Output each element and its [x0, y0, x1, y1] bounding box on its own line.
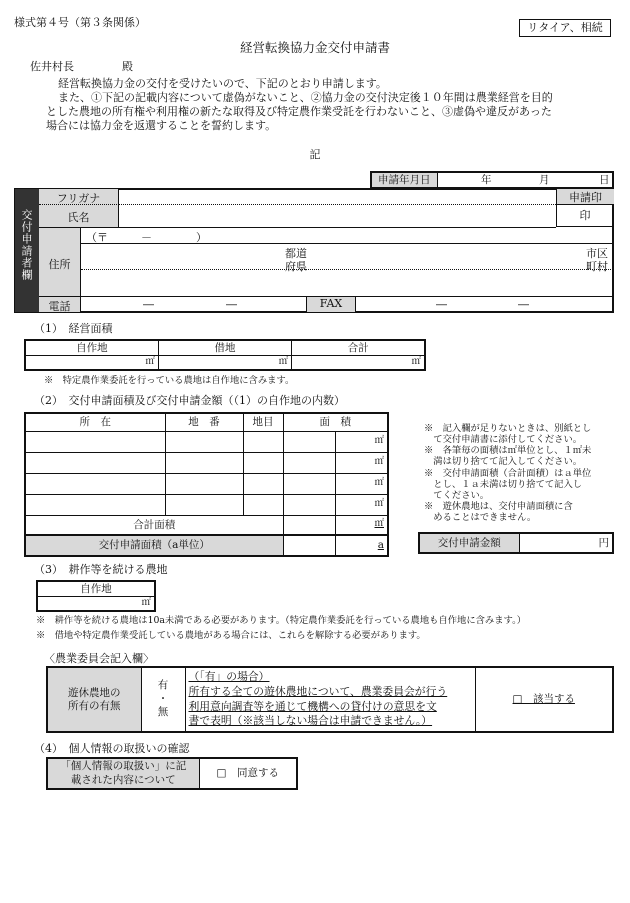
area-cell[interactable] — [283, 494, 336, 515]
management-area-table — [24, 339, 426, 371]
table-row — [25, 452, 388, 473]
lot-cell[interactable] — [165, 452, 243, 473]
table-row — [25, 494, 388, 515]
leased-header: 借地 — [158, 340, 291, 355]
name-label: 氏名 — [67, 211, 90, 224]
col-lot: 地 番 — [165, 413, 243, 431]
month-label: 月 — [539, 174, 550, 186]
phone-dash-1: ― — [143, 298, 154, 311]
furigana-input[interactable] — [119, 189, 556, 205]
intro-line-3: とした農地の所有権や利用権の新たな取得及び特定農作業受託を行わないこと、③虚偽や違反があった — [46, 105, 552, 118]
lot-cell[interactable] — [165, 431, 243, 452]
area-unit: ㎡ — [336, 473, 389, 494]
location-cell[interactable] — [25, 431, 165, 452]
total-area-unit: ㎡ — [336, 515, 389, 535]
lot-cell[interactable] — [165, 494, 243, 515]
date-label: 申請年月日 — [371, 172, 437, 188]
location-cell[interactable] — [25, 452, 165, 473]
sec2-note-line: ※ 遊休農地は、交付申請面積に含 — [424, 501, 573, 513]
address-row-1[interactable] — [81, 244, 613, 270]
yes-no-cell[interactable] — [141, 667, 185, 732]
category-cell[interactable] — [243, 494, 283, 515]
lot-cell[interactable] — [165, 473, 243, 494]
continue-owned-header: 自作地 — [37, 581, 155, 596]
address-row-2[interactable] — [81, 270, 613, 297]
intro-line-2: また、①下記の記載内容について虚偽がないこと、②協力金の交付決定後１０年間は農業経営を目的 — [58, 91, 553, 104]
form-tag: リタイア、相続 — [519, 19, 611, 37]
city-bottom: 町村 — [586, 260, 608, 273]
apply-area-label: 交付申請面積（a単位） — [25, 535, 283, 556]
addressee: 佐井村長 — [30, 60, 74, 73]
intro-line-1: 経営転換協力金の交付を受けたいので、下記のとおり申請します。 — [58, 77, 387, 90]
col-area: 面 積 — [283, 413, 388, 431]
area-cell[interactable] — [283, 452, 336, 473]
year-label: 年 — [481, 174, 492, 186]
postal-code: （〒 － ） — [86, 231, 207, 244]
total-area-label: 合計面積 — [25, 515, 283, 535]
owned-header: 自作地 — [25, 340, 158, 355]
city-top: 市区 — [586, 247, 608, 260]
yes-option: 有 — [157, 679, 169, 692]
day-label: 日 — [599, 174, 610, 186]
leased-area-input[interactable]: ㎡ — [158, 355, 291, 370]
application-date — [370, 171, 614, 188]
location-cell[interactable] — [25, 473, 165, 494]
total-area-input[interactable]: ㎡ — [292, 355, 425, 370]
intro-line-4: 場合には協力金を返還することを誓約します。 — [46, 119, 277, 132]
area-unit: ㎡ — [336, 431, 389, 452]
furigana-label: フリガナ — [56, 192, 101, 205]
no-option: 無 — [157, 706, 169, 719]
sec2-note-line: ※ 記入欄が足りないときは、別紙とし — [424, 423, 592, 434]
col-location: 所 在 — [25, 413, 165, 431]
idle-land-label — [47, 667, 141, 732]
total-header: 合計 — [292, 340, 425, 355]
apply-area-input[interactable] — [283, 535, 336, 556]
condition-line-4: 書で表明（※該当しない場合は申請できません。） — [188, 714, 433, 728]
condition-line-2: 所有する全ての遊休農地について、農業委員会が行う — [188, 684, 448, 698]
agree-checkbox[interactable]: □ 同意する — [199, 758, 297, 789]
grant-amount-input[interactable]: 円 — [519, 533, 613, 553]
sec3-note-1: ※ 耕作等を続ける農地は10a未満である必要があります。（特定農作業委託を行っている農地も自作地に含みます。） — [36, 615, 527, 626]
date-field[interactable] — [437, 172, 613, 188]
address-label: 住所 — [48, 258, 71, 271]
category-cell[interactable] — [243, 431, 283, 452]
table-row — [25, 473, 388, 494]
location-cell[interactable] — [25, 494, 165, 515]
fax-dash-1: ― — [436, 298, 447, 311]
applicable-checkbox[interactable]: □ 該当する — [475, 667, 613, 732]
sec2-heading: （2） 交付申請面積及び交付申請金額（（1）の自作地の内数） — [34, 394, 345, 407]
phone-dash-2: ― — [226, 298, 237, 311]
sec4-heading: （4） 個人情報の取扱いの確認 — [34, 742, 190, 755]
fax-input[interactable] — [355, 297, 613, 312]
separator-dot: ・ — [157, 692, 169, 705]
fax-dash-2: ― — [518, 298, 529, 311]
fax-label: FAX — [306, 297, 356, 312]
continue-owned-input[interactable]: ㎡ — [37, 596, 155, 611]
sec1-heading: （1） 経営面積 — [34, 322, 113, 335]
grant-amount — [418, 532, 614, 554]
sec2-note-line: てください。 — [424, 489, 490, 501]
privacy-table — [46, 757, 298, 790]
sec2-note-line: とし、１ａ未満は切り捨てて記入し — [424, 478, 583, 490]
idle-land-label-1: 遊休農地の — [68, 687, 121, 700]
grant-amount-label: 交付申請金額 — [419, 533, 519, 553]
sec3-heading: （3） 耕作等を続ける農地 — [34, 563, 168, 576]
sec1-note: ※ 特定農作業委託を行っている農地は自作地に含みます。 — [44, 375, 295, 386]
committee-condition — [185, 667, 475, 732]
phone-label: 電話 — [48, 300, 71, 313]
page-title: 経営転換協力金交付申請書 — [239, 40, 390, 55]
area-unit: ㎡ — [336, 452, 389, 473]
seal-box[interactable]: 印 — [556, 205, 613, 227]
phone-input[interactable] — [81, 297, 306, 312]
privacy-label — [47, 758, 199, 789]
area-cell[interactable] — [283, 473, 336, 494]
honorific: 殿 — [122, 60, 133, 73]
sec2-notes — [424, 423, 619, 523]
col-category: 地目 — [243, 413, 283, 431]
prefecture-top: 都道 — [285, 247, 307, 260]
name-input[interactable] — [119, 205, 556, 228]
sec2-note-line: ※ 交付申請面積（合計面積）はａ単位 — [424, 467, 592, 479]
continue-farming-table — [36, 580, 156, 612]
idle-land-label-2: 所有の有無 — [68, 699, 121, 712]
area-unit: ㎡ — [336, 494, 389, 515]
sec2-note-line: めることはできません。 — [424, 512, 537, 524]
applicant-section-label: 交付申請者欄 — [20, 209, 33, 281]
sec2-note-line: ※ 各筆毎の面積は㎡単位とし、１㎡未 — [424, 445, 592, 457]
privacy-label-1: 「個人情報の取扱い」に記 — [60, 759, 187, 772]
condition-line-3: 利用意向調査等を通じて機構への貸付けの意思を文 — [188, 699, 437, 713]
total-area-input[interactable] — [283, 515, 336, 535]
sec2-note-line: て交付申請書に添付してください。 — [424, 434, 583, 446]
table-row — [25, 431, 388, 452]
sec2-note-line: 満は切り捨てて記入してください。 — [424, 456, 583, 468]
area-cell[interactable] — [283, 431, 336, 452]
sec3-note-2: ※ 借地や特定農作業受託している農地がある場合には、これらを解除する必要があります。 — [36, 630, 426, 641]
privacy-label-2: 載された内容について — [70, 773, 176, 786]
seal-header: 申請印 — [556, 189, 614, 205]
committee-table — [46, 666, 614, 733]
condition-line-1: （「有」の場合） — [188, 670, 270, 684]
parcel-table — [24, 412, 389, 557]
ki-mark: 記 — [309, 148, 321, 161]
form-number: 様式第４号（第３条関係） — [14, 16, 146, 29]
apply-area-unit: a — [336, 535, 389, 556]
category-cell[interactable] — [243, 452, 283, 473]
prefecture-bottom: 府県 — [285, 260, 307, 273]
committee-heading: 〈農業委員会記入欄〉 — [44, 652, 154, 665]
category-cell[interactable] — [243, 473, 283, 494]
owned-area-input[interactable]: ㎡ — [25, 355, 158, 370]
